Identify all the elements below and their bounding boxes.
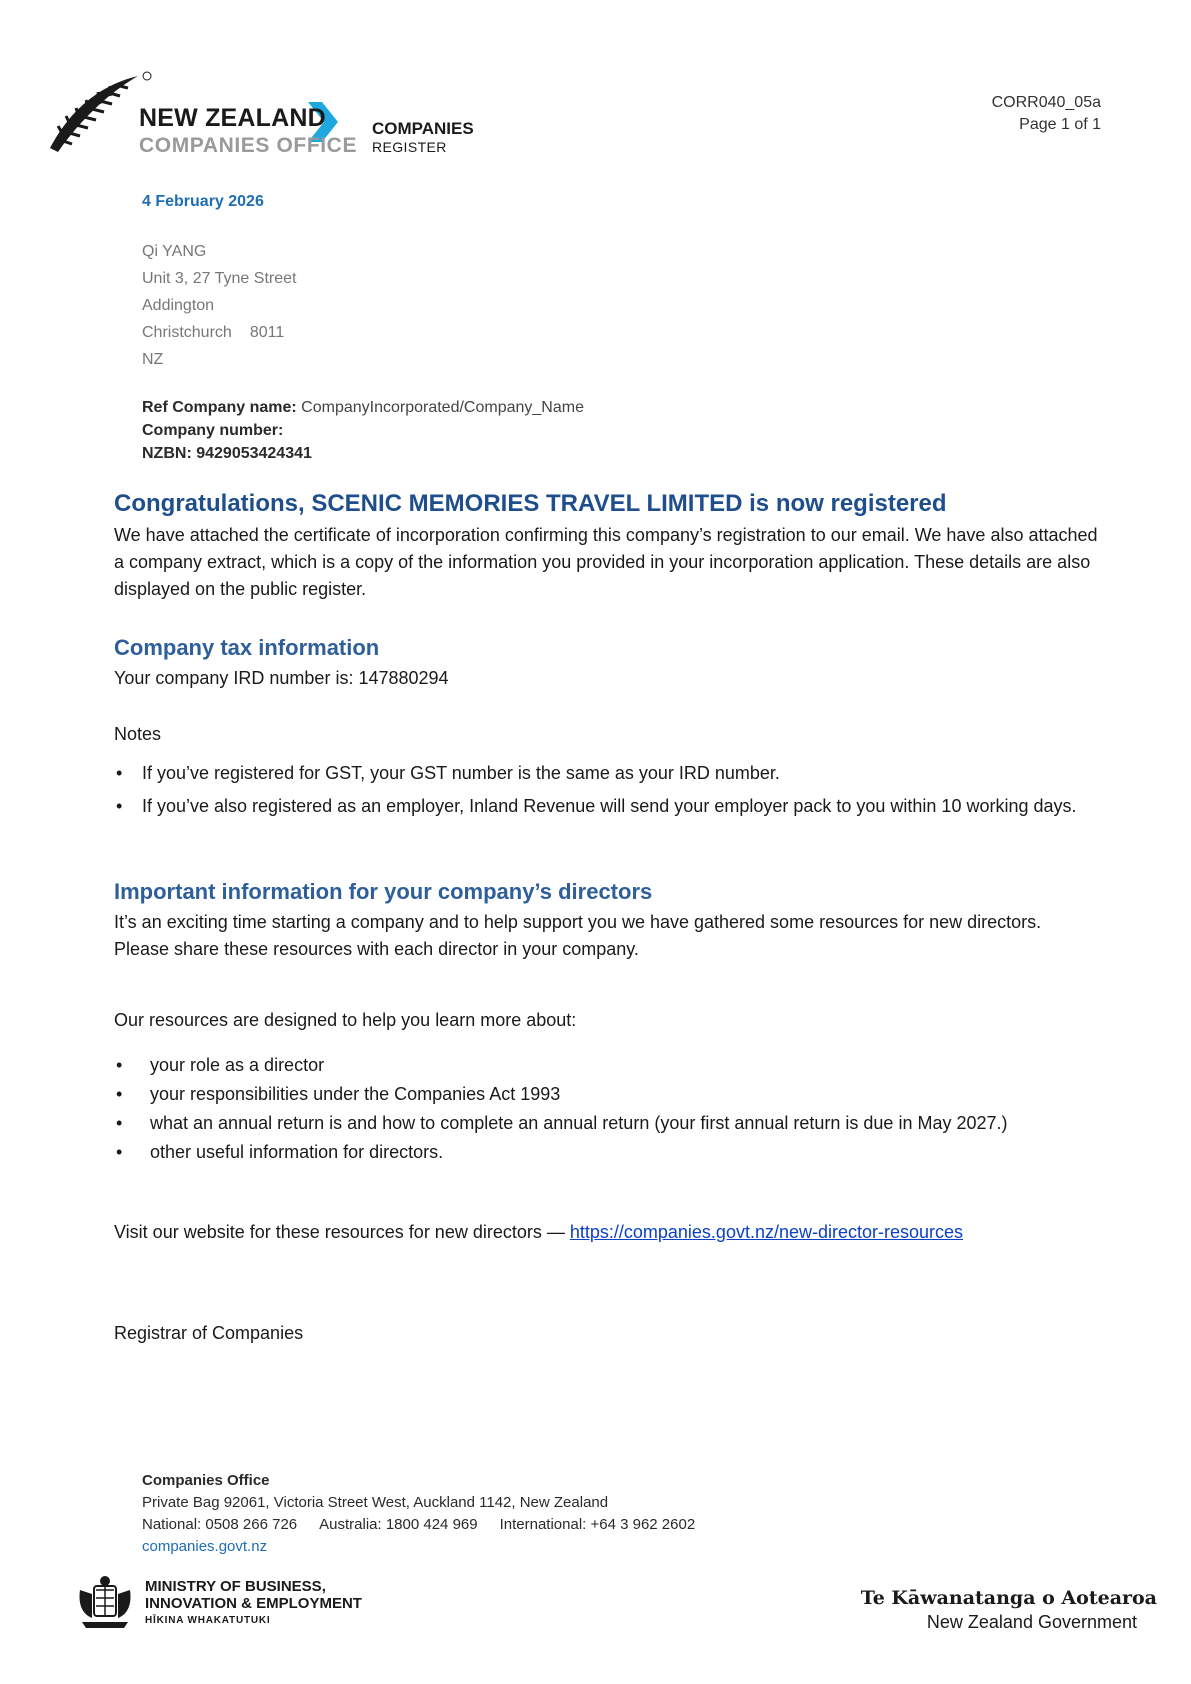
address-city: Christchurch <box>142 324 232 341</box>
list-item: • what an annual return is and how to complete an annual return (your first annual return is due in May 2027.) <box>116 1113 1008 1133</box>
note-text: If you’ve registered for GST, your GST number is the same as your IRD number. <box>142 763 780 783</box>
ref-company-name-value: CompanyIncorporated/Company_Name <box>301 399 584 416</box>
recipient-name: Qi YANG <box>142 243 207 260</box>
directors-intro: It’s an exciting time starting a company and to help support you we have gathered some resources for new directors. Please share these resources with each director in your company. <box>114 912 1042 959</box>
reference-block <box>142 396 584 465</box>
footer-address: Private Bag 92061, Victoria Street West, Auckland 1142, New Zealand <box>142 1494 609 1511</box>
recipient-address <box>142 238 296 373</box>
ref-company-number <box>142 419 584 442</box>
gov-english-name: New Zealand Government <box>926 1612 1137 1632</box>
list-item: • your role as a director <box>116 1055 325 1075</box>
tax-heading: Company tax information <box>114 635 380 660</box>
congratulations-heading: Congratulations, SCENIC MEMORIES TRAVEL LIMITED is now registered <box>114 490 947 517</box>
footer-contact <box>142 1470 695 1558</box>
list-item: • your responsibilities under the Companies Act 1993 <box>116 1084 561 1104</box>
address-city-line <box>142 319 296 346</box>
nz-title: NEW ZEALAND <box>139 104 326 132</box>
mbie-line-3: HĪKINA WHAKATUTUKI <box>145 1615 271 1626</box>
address-line-1: Unit 3, 27 Tyne Street <box>142 270 297 287</box>
intro-paragraph: We have attached the certificate of incorporation confirming this company’s registration to our email. We have also attached a company extract, which is a copy of the information you provided in your incorporation application. These details are also displayed on the public register. <box>114 525 1098 599</box>
footer-org: Companies Office <box>142 1472 270 1489</box>
signoff: Registrar of Companies <box>114 1323 304 1343</box>
mbie-logo-text <box>145 1578 362 1629</box>
ref-company-name <box>142 396 584 419</box>
ref-company-number-label: Company number: <box>142 422 284 439</box>
phone-australia: Australia: 1800 424 969 <box>319 1516 478 1533</box>
register-title: COMPANIES <box>372 119 474 138</box>
list-item: • If you’ve registered for GST, your GST number is the same as your IRD number. <box>116 763 780 783</box>
resources-list <box>114 1052 1099 1168</box>
notes-list <box>114 760 1099 826</box>
address-line-2: Addington <box>142 297 215 314</box>
document-info <box>992 92 1101 136</box>
footer-phones <box>142 1514 695 1536</box>
list-item: • other useful information for directors. <box>116 1142 444 1162</box>
address-postcode: 8011 <box>249 324 285 341</box>
resource-text: other useful information for directors. <box>150 1142 444 1162</box>
visit-website-line <box>114 1219 1174 1246</box>
notes-label: Notes <box>114 724 162 744</box>
note-text: If you’ve also registered as an employer, Inland Revenue will send your employer pack to you within 10 working days. <box>142 796 1077 816</box>
mbie-line-2: INNOVATION & EMPLOYMENT <box>145 1595 362 1612</box>
doc-code: CORR040_05a <box>991 94 1101 111</box>
address-country: NZ <box>142 351 164 368</box>
ref-nzbn-label: NZBN: <box>142 445 192 462</box>
ref-company-name-label: Ref Company name: <box>142 399 297 416</box>
resources-intro: Our resources are designed to help you learn more about: <box>114 1010 577 1030</box>
footer-website[interactable]: companies.govt.nz <box>142 1538 268 1555</box>
director-resources-link[interactable]: https://companies.govt.nz/new-director-resources <box>569 1222 964 1242</box>
phone-international: International: +64 3 962 2602 <box>499 1516 696 1533</box>
page-info: Page 1 of 1 <box>1019 116 1101 133</box>
register-subtitle: REGISTER <box>372 139 447 155</box>
coat-of-arms-icon <box>74 1574 136 1630</box>
mbie-line-1: MINISTRY OF BUSINESS, <box>145 1578 326 1595</box>
ref-nzbn <box>142 442 584 465</box>
ref-nzbn-value: 9429053424341 <box>196 445 312 462</box>
visit-text: Visit our website for these resources for new directors — <box>114 1222 570 1242</box>
resource-text: what an annual return is and how to complete an annual return (your first annual return is due in May 2027.) <box>150 1113 1008 1133</box>
letter-date: 4 February 2026 <box>142 193 264 210</box>
phone-national: National: 0508 266 726 <box>142 1516 298 1533</box>
resource-text: your role as a director <box>150 1055 325 1075</box>
list-item: • If you’ve also registered as an employer, Inland Revenue will send your employer pack to you within 10 working days. <box>114 793 1102 820</box>
companies-office-title: COMPANIES OFFICE <box>139 134 358 157</box>
resource-text: your responsibilities under the Companies Act 1993 <box>150 1084 561 1104</box>
ird-number-text: Your company IRD number is: 147880294 <box>114 668 449 688</box>
directors-heading: Important information for your company’s directors <box>114 879 653 904</box>
silver-fern-icon <box>50 72 151 152</box>
gov-maori-name: Te Kāwanatanga o Aotearoa <box>860 1587 1157 1609</box>
